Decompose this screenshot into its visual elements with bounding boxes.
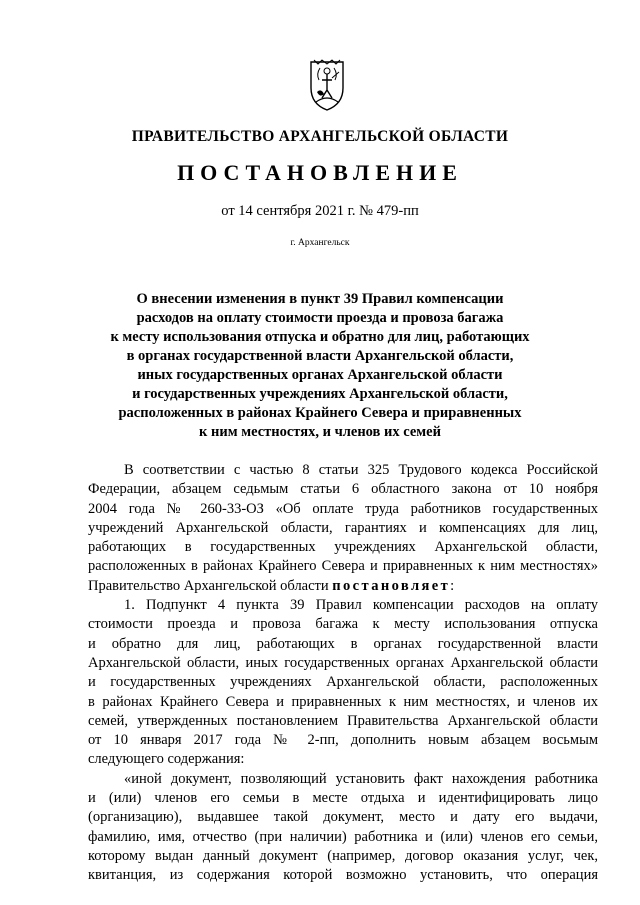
body-line: Архангельской области, иных государственных органах Архангельской области: [88, 654, 598, 671]
coat-of-arms-emblem: [308, 58, 346, 112]
resolve-prefix: Правительство Архангельской области: [88, 577, 333, 594]
city: г. Архангельск: [290, 238, 350, 248]
quote-line: «иной документ, позволяющий установить факт нахождения работника: [124, 770, 598, 787]
document-body: [88, 461, 598, 886]
title-line: расходов на оплату стоимости проезда и провоза багажа: [136, 310, 504, 326]
document-title: [95, 290, 545, 442]
quote-line: и (или) членов его семьи в месте отдыха и идентифицировать лицо: [88, 790, 598, 807]
quote-line: квитанция, из содержания которой возможно установить, что операция: [88, 867, 598, 884]
resolve-suffix: :: [450, 577, 455, 594]
title-line: к месту использования отпуска и обратно для лиц, работающих: [110, 329, 530, 345]
title-line: иных государственных органах Архангельской области: [137, 367, 503, 383]
quote-line: которому выдан данный документ (например, договор оказания услуг, чек,: [88, 847, 598, 864]
title-line: в органах государственной власти Архангельской области,: [126, 348, 514, 364]
body-line: работающих в государственных учреждениях Архангельской области,: [88, 539, 598, 556]
body-line: следующего содержания:: [88, 751, 245, 768]
body-line: от 10 января 2017 года № 2-пп, дополнить новым абзацем восьмым: [88, 732, 598, 749]
body-line: Федерации, абзацем седьмым статьи 6 областного закона от 10 ноября: [88, 481, 598, 498]
title-line: расположенных в районах Крайнего Севера и приравненных: [118, 405, 522, 421]
document-type: ПОСТАНОВЛЕНИЕ: [177, 160, 463, 185]
body-line: В соответствии с частью 8 статьи 325 Трудового кодекса Российской: [124, 462, 598, 478]
government-name: ПРАВИТЕЛЬСТВО АРХАНГЕЛЬСКОЙ ОБЛАСТИ: [131, 128, 509, 145]
body-line: учреждений Архангельской области, гарантиях и компенсациях для лиц,: [88, 519, 598, 536]
body-line: и государственных учреждениях Архангельской области, расположенных: [88, 674, 598, 691]
body-line: и обратно для лиц, работающих в органах государственной власти: [88, 635, 598, 652]
body-line: стоимости проезда и провоза багажа к месту использования отпуска: [88, 616, 598, 633]
date-and-number: от 14 сентября 2021 г. № 479-пп: [221, 203, 419, 219]
quote-line: (организацию), выдавшее такой документ, место и дату его выдачи,: [88, 809, 598, 826]
resolve-word: постановляет: [332, 577, 451, 594]
title-line: к ним местностях, и членов их семей: [199, 424, 441, 440]
title-line: О внесении изменения в пункт 39 Правил компенсации: [136, 291, 504, 307]
body-line: расположенных в районах Крайнего Севера и приравненных к ним местностях»: [88, 558, 598, 575]
body-line: 1. Подпункт 4 пункта 39 Правил компенсации расходов на оплату: [124, 597, 598, 614]
resolve-line: [88, 577, 598, 596]
body-line: 2004 года № 260-33-ОЗ «Об оплате труда работников государственных: [88, 500, 598, 517]
title-line: и государственных учреждениях Архангельской области,: [132, 386, 508, 402]
body-line: семей, утвержденных постановлением Правительства Архангельской области: [88, 712, 598, 729]
body-line: в районах Крайнего Севера и приравненных к ним местностях, и членов их: [88, 693, 598, 710]
quote-line: фамилию, имя, отчество (при наличии) работника и (или) членов его семьи,: [88, 828, 598, 845]
